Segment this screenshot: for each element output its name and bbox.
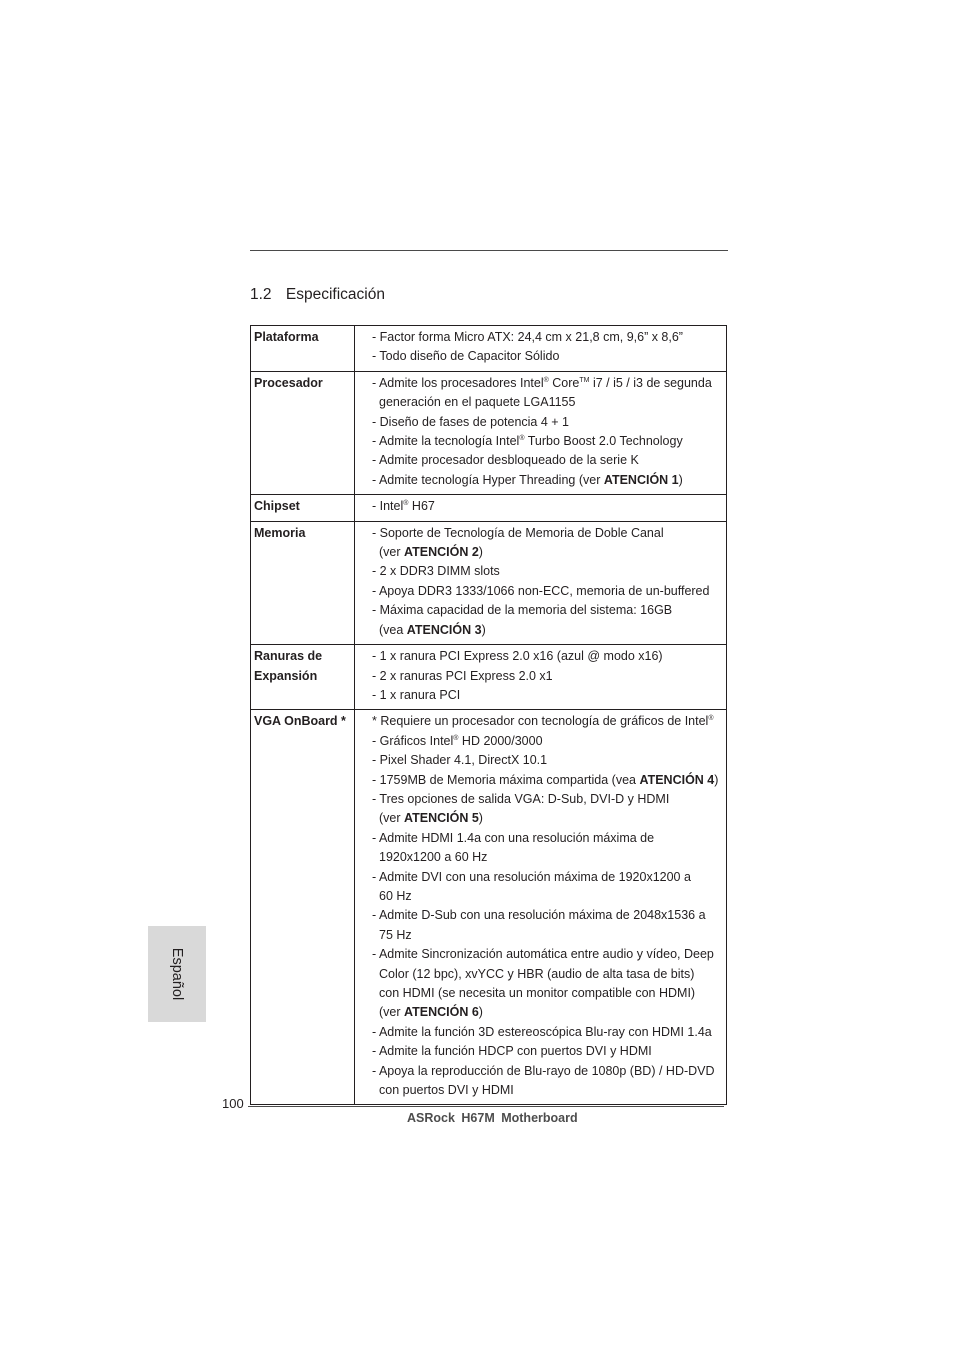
spec-values [355,326,727,372]
spec-line: 60 Hz [379,888,412,903]
spec-row [251,710,727,1105]
section-number: 1.2 [250,286,272,303]
spec-line: - Admite la función HDCP con puertos DVI y HDMI [372,1044,652,1059]
spec-category-label: Ranuras de [254,649,323,664]
spec-category-label: Plataforma [254,330,319,344]
spec-line: generación en el paquete LGA1155 [379,395,576,410]
bottom-rule [248,1106,724,1107]
spec-row [251,371,727,494]
footer-product-name: ASRock H67M Motherboard [407,1111,578,1125]
spec-line: - Admite los procesadores Intel® Core™ i7 / i5 / i3 de segunda [372,375,712,390]
spec-line: - Admite tecnología Hyper Threading (ver ATENCIÓN 1) [372,472,683,487]
page-number: 100 [222,1096,244,1111]
spec-row [251,495,727,521]
spec-line: - Intel® H67 [372,499,435,514]
spec-line: (ver ATENCIÓN 6) [379,1005,483,1020]
spec-category [251,495,355,521]
spec-line: - Todo diseño de Capacitor Sólido [372,349,560,364]
spec-values [355,710,727,1105]
spec-line: - Admite procesador desbloqueado de la serie K [372,453,639,468]
spec-line: - 1 x ranura PCI Express 2.0 x16 (azul @ modo x16) [372,649,663,664]
spec-line: - Pixel Shader 4.1, DirectX 10.1 [372,753,548,768]
section-heading [250,286,385,304]
spec-line: (ver ATENCIÓN 2) [379,545,483,560]
spec-line: - Gráficos Intel® HD 2000/3000 [372,733,543,748]
spec-line: - 1759MB de Memoria máxima compartida (vea ATENCIÓN 4) [372,772,719,787]
spec-line: con puertos DVI y HDMI [379,1083,514,1098]
spec-line: 1920x1200 a 60 Hz [379,850,488,865]
spec-line: - Soporte de Tecnología de Memoria de Doble Canal [372,525,664,540]
spec-row [251,326,727,372]
spec-category-label: Chipset [254,499,300,514]
spec-line: - Diseño de fases de potencia 4 + 1 [372,414,570,429]
spec-line: - Admite DVI con una resolución máxima de 1920x1200 a [372,869,691,884]
spec-line: - Apoya DDR3 1333/1066 non-ECC, memoria de un-buffered [372,583,710,598]
spec-category [251,371,355,494]
spec-line: (ver ATENCIÓN 5) [379,811,483,826]
spec-line: - Tres opciones de salida VGA: D-Sub, DVI-D y HDMI [372,791,670,806]
spec-line: - 2 x DDR3 DIMM slots [372,564,500,579]
spec-category [251,521,355,644]
spec-line: * Requiere un procesador con tecnología de gráficos de Intel® [372,714,714,729]
spec-values [355,645,727,710]
spec-category [251,645,355,710]
spec-row [251,521,727,644]
spec-line: - Factor forma Micro ATX: 24,4 cm x 21,8 cm, 9,6” x 8,6” [372,330,683,344]
spec-line: (vea ATENCIÓN 3) [379,622,486,637]
spec-row [251,645,727,710]
spec-values [355,495,727,521]
spec-line: - Admite Sincronización automática entre audio y vídeo, Deep [372,947,714,962]
spec-category [251,326,355,372]
language-side-tab [148,926,206,1022]
spec-line: - Admite HDMI 1.4a con una resolución máxima de [372,830,655,845]
spec-line: Color (12 bpc), xvYCC y HBR (audio de alta tasa de bits) [379,966,695,981]
spec-line: 75 Hz [379,927,412,942]
top-rule [250,250,728,251]
spec-category [251,710,355,1105]
spec-category-label: Memoria [254,525,306,540]
spec-line: - 1 x ranura PCI [372,687,461,702]
spec-values [355,521,727,644]
specification-table [250,325,727,1105]
spec-values [355,371,727,494]
spec-line: - Admite la tecnología Intel® Turbo Boost 2.0 Technology [372,434,683,449]
spec-line: - Admite D-Sub con una resolución máxima de 2048x1536 a [372,908,706,923]
language-label: Español [169,947,185,1001]
spec-line: - Máxima capacidad de la memoria del sistema: 16GB [372,603,673,618]
spec-line: - Admite la función 3D estereoscópica Blu-ray con HDMI 1.4a [372,1024,712,1039]
spec-line: - 2 x ranuras PCI Express 2.0 x1 [372,668,553,683]
spec-category-label: VGA OnBoard * [254,714,346,729]
spec-category-label: Expansión [254,668,318,683]
spec-line: con HDMI (se necesita un monitor compatible con HDMI) [379,986,696,1000]
spec-category-label: Procesador [254,375,323,390]
spec-line: - Apoya la reproducción de Blu-rayo de 1080p (BD) / HD-DVD [372,1063,715,1078]
section-title: Especificación [285,286,385,303]
